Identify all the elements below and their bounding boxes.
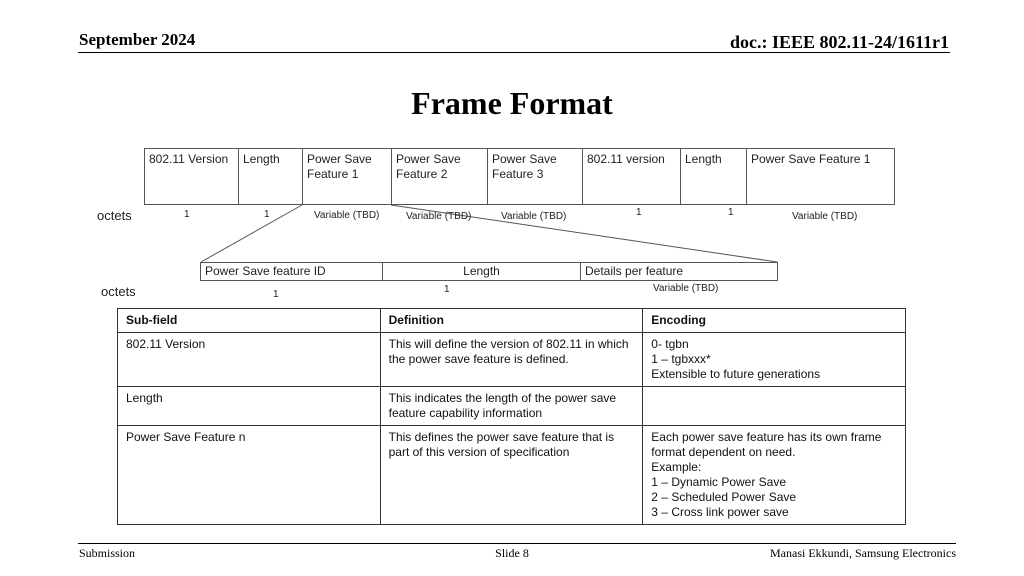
expansion-line-left	[201, 205, 302, 262]
frame1-field: Power Save Feature 2	[391, 148, 488, 205]
frame1-octet: Variable (TBD)	[406, 211, 472, 222]
table-cell-encoding	[643, 426, 906, 525]
encoding-line: Example:	[651, 460, 702, 474]
table-cell-definition: This defines the power save feature that is part of this version of specification	[380, 426, 643, 525]
frame2-field: Length	[382, 262, 581, 281]
encoding-line: 3 – Cross link power save	[651, 505, 789, 519]
encoding-line: 1 – Dynamic Power Save	[651, 475, 787, 489]
frame1-field: 802.11 version	[582, 148, 681, 205]
frame1-field: Power Save Feature 3	[487, 148, 583, 205]
frame1-field: Power Save Feature 1	[302, 148, 392, 205]
header-date: September 2024	[79, 30, 196, 49]
encoding-line: Extensible to future generations	[651, 367, 821, 381]
encoding-line: 0- tgbn	[651, 337, 689, 351]
table-cell-encoding	[643, 333, 906, 387]
encoding-line: Each power save feature has its own frame format dependent on need.	[651, 430, 882, 459]
frame2-field: Power Save feature ID	[200, 262, 383, 281]
encoding-line: 2 – Scheduled Power Save	[651, 490, 797, 504]
table-header-cell: Sub-field	[118, 309, 381, 333]
table-header-row	[118, 309, 906, 333]
slide-title: Frame Format	[411, 85, 613, 121]
frame1-octets-label: octets	[97, 208, 132, 223]
frame1-field: Power Save Feature 1	[746, 148, 895, 205]
table-cell-subfield: 802.11 Version	[118, 333, 381, 387]
table-cell-subfield: Length	[118, 387, 381, 426]
table-row	[118, 333, 906, 387]
frame1-octet: 1	[636, 207, 642, 218]
frame2-octet: 1	[273, 289, 279, 300]
frame1-octet: Variable (TBD)	[792, 211, 858, 222]
table-row	[118, 426, 906, 525]
subfield-definition-table	[117, 308, 906, 525]
table-row	[118, 387, 906, 426]
table-cell-definition: This will define the version of 802.11 in which the power save feature is defined.	[380, 333, 643, 387]
frame2-octets-label: octets	[101, 284, 136, 299]
header-doc-id: doc.: IEEE 802.11-24/1611r1	[729, 32, 949, 52]
table-cell-subfield: Power Save Feature n	[118, 426, 381, 525]
frame2-field: Details per feature	[580, 262, 778, 281]
frame1-octet: Variable (TBD)	[314, 210, 380, 221]
table-cell-encoding	[643, 387, 906, 426]
footer-divider	[78, 543, 956, 544]
frame1-octet: 1	[264, 209, 270, 220]
frame1-field: Length	[680, 148, 747, 205]
frame2-octet: Variable (TBD)	[653, 283, 719, 294]
table-header-cell: Definition	[380, 309, 643, 333]
footer-author: Manasi Ekkundi, Samsung Electronics	[770, 546, 956, 560]
table-header-cell: Encoding	[643, 309, 906, 333]
frame2-octet: 1	[444, 284, 450, 295]
frame1-octet: 1	[184, 209, 190, 220]
frame1-field: Length	[238, 148, 303, 205]
footer-submission: Submission	[79, 546, 136, 560]
table-cell-definition: This indicates the length of the power save feature capability information	[380, 387, 643, 426]
frame1-field: 802.11 Version	[144, 148, 239, 205]
frame1-octet: 1	[728, 207, 734, 218]
frame1-octet: Variable (TBD)	[501, 211, 567, 222]
encoding-line: 1 – tgbxxx*	[651, 352, 711, 366]
footer-slide-number: Slide 8	[495, 546, 529, 560]
